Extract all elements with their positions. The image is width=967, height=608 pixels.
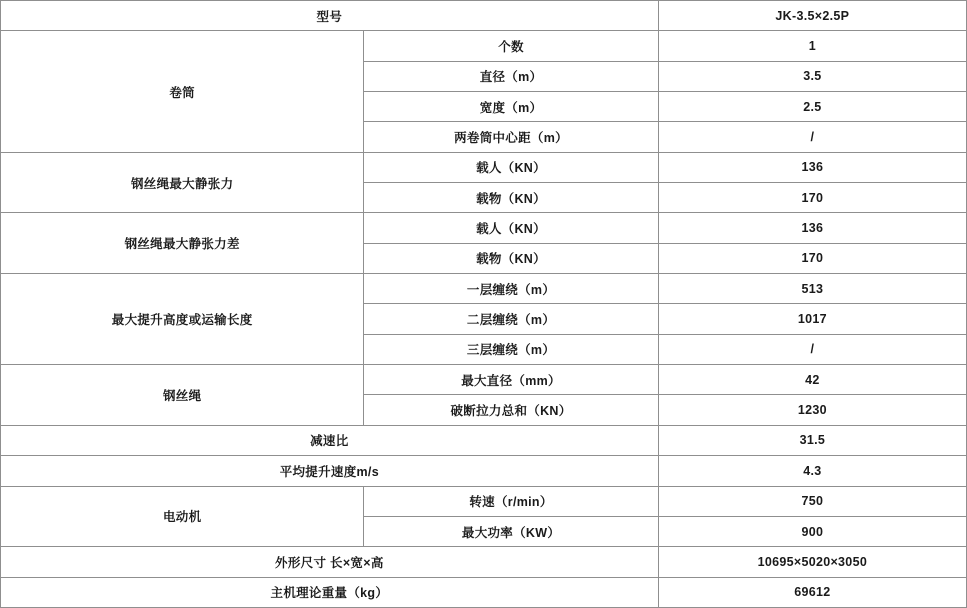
group-label-max-static-tension: 钢丝绳最大静张力 — [1, 152, 364, 213]
table-row — [1, 152, 967, 182]
item-value: 136 — [658, 152, 966, 182]
item-value: 42 — [658, 365, 966, 395]
item-label: 载物（KN） — [364, 183, 658, 213]
model-label: 型号 — [1, 1, 659, 31]
table-row — [1, 456, 967, 486]
table-row — [1, 577, 967, 607]
item-value: 136 — [658, 213, 966, 243]
table-row — [1, 365, 967, 395]
item-value: 1017 — [658, 304, 966, 334]
item-label: 载物（KN） — [364, 243, 658, 273]
item-label: 载人（KN） — [364, 152, 658, 182]
item-value: 513 — [658, 274, 966, 304]
group-label-motor: 电动机 — [1, 486, 364, 547]
item-value: 170 — [658, 183, 966, 213]
reduction-ratio-value: 31.5 — [658, 425, 966, 455]
table-row — [1, 213, 967, 243]
item-label: 两卷筒中心距（m） — [364, 122, 658, 152]
item-label: 破断拉力总和（KN） — [364, 395, 658, 425]
reduction-ratio-label: 减速比 — [1, 425, 659, 455]
dimensions-label: 外形尺寸 长×宽×高 — [1, 547, 659, 577]
item-value: 750 — [658, 486, 966, 516]
item-label: 最大直径（mm） — [364, 365, 658, 395]
table-row — [1, 486, 967, 516]
item-label: 转速（r/min） — [364, 486, 658, 516]
average-speed-value: 4.3 — [658, 456, 966, 486]
item-value: / — [658, 122, 966, 152]
group-label-wire-rope: 钢丝绳 — [1, 365, 364, 426]
dimensions-value: 10695×5020×3050 — [658, 547, 966, 577]
item-label: 最大功率（KW） — [364, 516, 658, 546]
group-label-max-hoisting-height: 最大提升高度或运输长度 — [1, 274, 364, 365]
item-label: 宽度（m） — [364, 92, 658, 122]
item-value: 3.5 — [658, 61, 966, 91]
table-row — [1, 274, 967, 304]
group-label-drum: 卷筒 — [1, 31, 364, 152]
item-value: 900 — [658, 516, 966, 546]
table-row — [1, 31, 967, 61]
item-label: 个数 — [364, 31, 658, 61]
item-label: 三层缠绕（m） — [364, 334, 658, 364]
item-value: 1 — [658, 31, 966, 61]
item-value: 2.5 — [658, 92, 966, 122]
item-value: / — [658, 334, 966, 364]
item-label: 二层缠绕（m） — [364, 304, 658, 334]
weight-label: 主机理论重量（kg） — [1, 577, 659, 607]
model-value: JK-3.5×2.5P — [658, 1, 966, 31]
item-label: 载人（KN） — [364, 213, 658, 243]
average-speed-label: 平均提升速度m/s — [1, 456, 659, 486]
item-value: 170 — [658, 243, 966, 273]
table-row — [1, 425, 967, 455]
item-label: 一层缠绕（m） — [364, 274, 658, 304]
group-label-max-static-tension-diff: 钢丝绳最大静张力差 — [1, 213, 364, 274]
table-row — [1, 1, 967, 31]
table-row — [1, 547, 967, 577]
item-label: 直径（m） — [364, 61, 658, 91]
weight-value: 69612 — [658, 577, 966, 607]
item-value: 1230 — [658, 395, 966, 425]
